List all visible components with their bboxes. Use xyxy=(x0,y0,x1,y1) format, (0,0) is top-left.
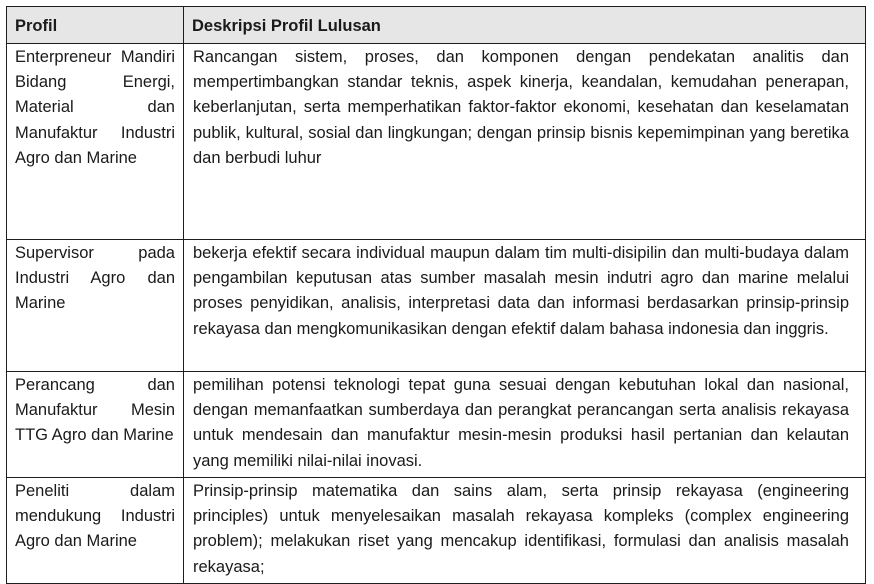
profil-cell: Peneliti dalam mendukung Industri Agro dan Marine xyxy=(7,478,184,584)
profil-cell: Perancang dan Manufaktur Mesin TTG Agro dan Marine xyxy=(7,372,184,478)
table-row xyxy=(7,372,866,478)
deskripsi-cell: Rancangan sistem, proses, dan komponen dengan pendekatan analitis dan mempertimbangkan standar teknis, aspek kinerja, keandalan, kemudahan penerapan, keberlanjutan, serta memperhatikan faktor-faktor ekonomi, kesehatan dan keselamatan publik, kultural, sosial dan lingkungan; dengan prinsip bisnis kepemimpinan yang beretika dan berbudi luhur xyxy=(184,44,866,240)
deskripsi-cell: Prinsip-prinsip matematika dan sains alam, serta prinsip rekayasa (engineering principles) untuk menyelesaikan masalah rekayasa kompleks (complex engineering problem); melakukan riset yang mencakup identifikasi, formulasi dan analisis masalah rekayasa; xyxy=(184,478,866,584)
deskripsi-cell: bekerja efektif secara individual maupun dalam tim multi-disipilin dan multi-budaya dalam pengambilan keputusan atas sumber masalah mesin indutri agro dan marine melalui proses penyidikan, analisis, interpretasi data dan informasi berdasarkan prinsip-prinsip rekayasa dan mengkomunikasikan dengan efektif dalam bahasa indonesia dan inggris. xyxy=(184,240,866,372)
header-profil: Profil xyxy=(7,7,184,44)
table-row xyxy=(7,240,866,372)
deskripsi-cell: pemilihan potensi teknologi tepat guna sesuai dengan kebutuhan lokal dan nasional, dengan memanfaatkan sumberdaya dan perangkat perancangan serta analisis rekayasa untuk mendesain dan manufaktur mesin-mesin produksi hasil pertanian dan kelautan yang memiliki nilai-nilai inovasi. xyxy=(184,372,866,478)
header-deskripsi: Deskripsi Profil Lulusan xyxy=(184,7,866,44)
profil-cell: Enterpreneur Mandiri Bidang Energi, Material dan Manufaktur Industri Agro dan Marine xyxy=(7,44,184,240)
profil-lulusan-table xyxy=(6,6,866,584)
table-row xyxy=(7,478,866,584)
table-row xyxy=(7,44,866,240)
profil-cell: Supervisor pada Industri Agro dan Marine xyxy=(7,240,184,372)
header-row xyxy=(7,7,866,44)
